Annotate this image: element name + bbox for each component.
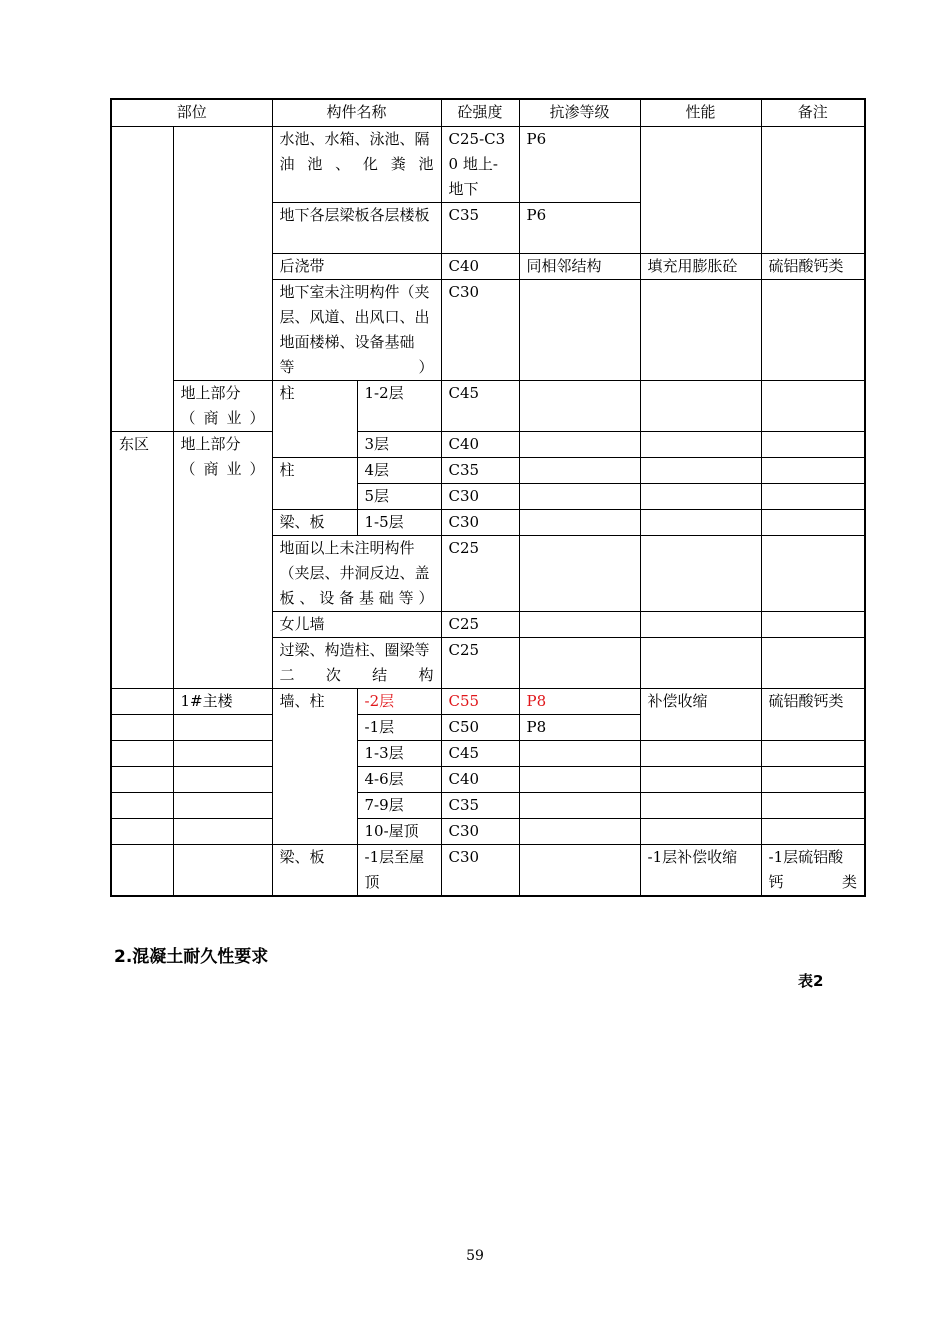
page-number: 59: [466, 1248, 484, 1264]
grade-cell: [519, 819, 640, 845]
zone-cell: [111, 845, 173, 897]
perf-cell: [640, 432, 761, 458]
strength-cell: C50: [441, 715, 519, 741]
strength-cell: C30: [441, 484, 519, 510]
part-cell: [173, 845, 272, 897]
note-cell: [761, 793, 865, 819]
part-cell: [173, 741, 272, 767]
grade-cell: [519, 845, 640, 897]
perf-cell: [640, 767, 761, 793]
note-cell: -1层硫铝酸钙类: [761, 845, 865, 897]
perf-cell: -1层补偿收缩: [640, 845, 761, 897]
floor-cell: 10-屋顶: [357, 819, 441, 845]
grade-cell: [519, 767, 640, 793]
floor-cell: 1-3层: [357, 741, 441, 767]
perf-cell: [640, 510, 761, 536]
strength-cell: C30: [441, 280, 519, 381]
table-row: [111, 845, 865, 897]
strength-cell: C55: [441, 689, 519, 715]
grade-cell: [519, 280, 640, 381]
component-cell: 地下室未注明构件（夹层、风道、出风口、出地面楼梯、设备基础等）: [272, 280, 441, 381]
strength-cell: C25: [441, 612, 519, 638]
note-cell: [761, 280, 865, 381]
note-cell: [761, 484, 865, 510]
grade-cell: P6: [519, 203, 640, 254]
grade-cell: [519, 741, 640, 767]
floor-cell: 7-9层: [357, 793, 441, 819]
strength-cell: C35: [441, 793, 519, 819]
grade-cell: P8: [519, 689, 640, 715]
floor-cell: 1-5层: [357, 510, 441, 536]
comp-cell: 梁、板: [272, 510, 357, 536]
table-row: [111, 381, 865, 432]
zone-cell: [111, 767, 173, 793]
note-cell: [761, 638, 865, 689]
zone-cell: [111, 715, 173, 741]
strength-cell: C35: [441, 458, 519, 484]
table-number: 表2: [798, 972, 824, 990]
grade-cell: P6: [519, 127, 640, 203]
grade-cell: [519, 432, 640, 458]
floor-cell: 3层: [357, 432, 441, 458]
part-cell: 1#主楼: [173, 689, 272, 715]
comp-cell: 柱: [272, 381, 357, 458]
note-cell: [761, 536, 865, 612]
header-cell: 抗渗等级: [519, 99, 640, 127]
perf-cell: 填充用膨胀砼: [640, 254, 761, 280]
component-cell: 过梁、构造柱、圈梁等二次结构: [272, 638, 441, 689]
header-cell: 砼强度: [441, 99, 519, 127]
header-cell: 性能: [640, 99, 761, 127]
note-cell: [761, 432, 865, 458]
note-cell: 硫铝酸钙类: [761, 689, 865, 741]
zone-cell: [111, 793, 173, 819]
concrete-spec-table: [110, 98, 866, 897]
floor-cell: 4层: [357, 458, 441, 484]
table-row: [111, 819, 865, 845]
table-row: [111, 432, 865, 458]
perf-cell: [640, 458, 761, 484]
note-cell: 硫铝酸钙类: [761, 254, 865, 280]
table-row: [111, 793, 865, 819]
strength-cell: C30: [441, 845, 519, 897]
comp-cell: 柱: [272, 458, 357, 510]
strength-cell: C35: [441, 203, 519, 254]
table-row: [111, 741, 865, 767]
note-cell: [761, 127, 865, 254]
note-cell: [761, 767, 865, 793]
strength-cell: C30: [441, 510, 519, 536]
perf-cell: [640, 127, 761, 254]
component-cell: 地面以上未注明构件（夹层、井洞反边、盖板、设备基础等）: [272, 536, 441, 612]
floor-cell: -1层至屋顶: [357, 845, 441, 897]
section-heading: 2.混凝土耐久性要求: [114, 947, 269, 967]
strength-cell: C25-C30 地上-地下: [441, 127, 519, 203]
zone-cell: [111, 741, 173, 767]
strength-cell: C40: [441, 254, 519, 280]
strength-cell: C45: [441, 381, 519, 432]
part-cell: 地上部分（商业）: [173, 432, 272, 689]
grade-cell: [519, 484, 640, 510]
component-cell: 后浇带: [272, 254, 441, 280]
grade-cell: [519, 458, 640, 484]
perf-cell: 补偿收缩: [640, 689, 761, 741]
grade-cell: [519, 381, 640, 432]
strength-cell: C40: [441, 432, 519, 458]
component-cell: 女儿墙: [272, 612, 441, 638]
note-cell: [761, 612, 865, 638]
perf-cell: [640, 612, 761, 638]
strength-cell: C30: [441, 819, 519, 845]
table-header-row: [111, 99, 865, 127]
zone-cell: [111, 819, 173, 845]
strength-cell: C25: [441, 536, 519, 612]
perf-cell: [640, 793, 761, 819]
floor-cell: -2层: [357, 689, 441, 715]
table-row: [111, 767, 865, 793]
part-cell: [173, 767, 272, 793]
component-cell: 地下各层梁板各层楼板: [272, 203, 441, 254]
part-cell: [173, 127, 272, 381]
perf-cell: [640, 536, 761, 612]
grade-cell: [519, 638, 640, 689]
grade-cell: [519, 536, 640, 612]
table-row: [111, 689, 865, 715]
note-cell: [761, 381, 865, 432]
perf-cell: [640, 638, 761, 689]
grade-cell: 同相邻结构: [519, 254, 640, 280]
note-cell: [761, 510, 865, 536]
table-row: [111, 127, 865, 203]
grade-cell: [519, 510, 640, 536]
floor-cell: 4-6层: [357, 767, 441, 793]
comp-cell: 梁、板: [272, 845, 357, 897]
note-cell: [761, 741, 865, 767]
strength-cell: C40: [441, 767, 519, 793]
note-cell: [761, 819, 865, 845]
grade-cell: P8: [519, 715, 640, 741]
floor-cell: 1-2层: [357, 381, 441, 432]
comp-cell: 墙、柱: [272, 689, 357, 845]
header-cell: 备注: [761, 99, 865, 127]
grade-cell: [519, 793, 640, 819]
perf-cell: [640, 381, 761, 432]
zone-cell: 东区: [111, 432, 173, 689]
note-cell: [761, 458, 865, 484]
strength-cell: C45: [441, 741, 519, 767]
grade-cell: [519, 612, 640, 638]
perf-cell: [640, 741, 761, 767]
component-cell: 水池、水箱、泳池、隔油池、化粪池: [272, 127, 441, 203]
perf-cell: [640, 484, 761, 510]
floor-cell: 5层: [357, 484, 441, 510]
perf-cell: [640, 819, 761, 845]
perf-cell: [640, 280, 761, 381]
floor-cell: -1层: [357, 715, 441, 741]
part-cell: [173, 819, 272, 845]
zone-cell: [111, 689, 173, 715]
header-cell: 部位: [111, 99, 272, 127]
zone-cell: [111, 127, 173, 432]
part-cell: 地上部分（商业）: [173, 381, 272, 432]
strength-cell: C25: [441, 638, 519, 689]
part-cell: [173, 793, 272, 819]
part-cell: [173, 715, 272, 741]
header-cell: 构件名称: [272, 99, 441, 127]
